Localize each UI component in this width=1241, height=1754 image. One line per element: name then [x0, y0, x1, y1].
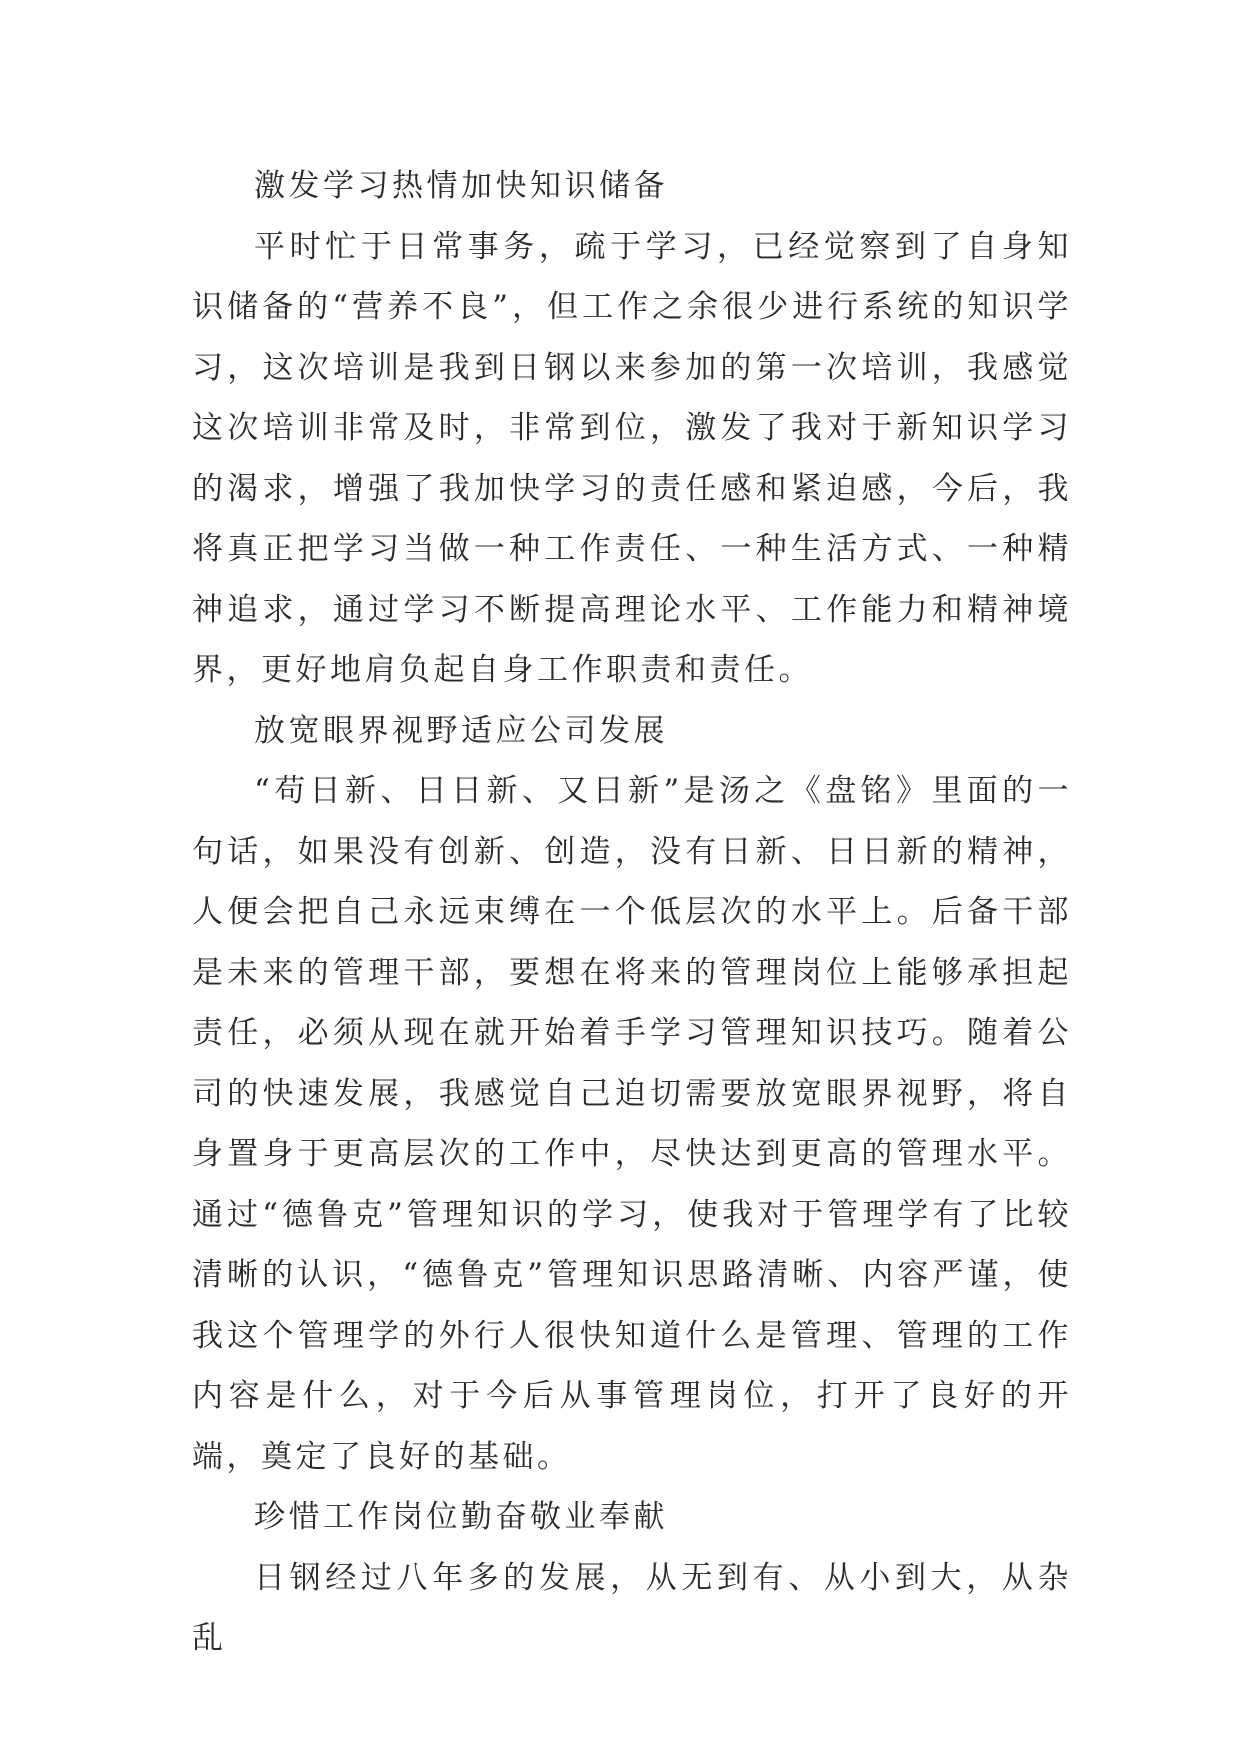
section-heading: 珍惜工作岗位勤奋敬业奉献 — [254, 1499, 668, 1535]
section-paragraph: 平时忙于日常事务，疏于学习，已经觉察到了自身知识储备的“营养不良”，但工作之余很少进行系统的知识学习，这次培训是我到日钢以来参加的第一次培训，我感觉这次培训非常及时，非常到位，激发了我对于新知识学习的渴求，增强了我加快学习的责任感和紧迫感，今后，我将真正把学习当做一种工作责任、一种生活方式、一种精神追求，通过学习不断提高理论水平、工作能力和精神境界，更好地肩负起自身工作职责和责任。 — [192, 228, 1072, 688]
section-paragraph: “苟日新、日日新、又日新”是汤之《盘铭》里面的一句话，如果没有创新、创造，没有日新、日日新的精神，人便会把自己永远束缚在一个低层次的水平上。后备干部是未来的管理干部，要想在将来的管理岗位上能够承担起责任，必须从现在就开始着手学习管理知识技巧。随着公司的快速发展，我感觉自己迫切需要放宽眼界视野，将自身置身于更高层次的工作中，尽快达到更高的管理水平。通过“德鲁克”管理知识的学习，使我对于管理学有了比较清晰的认识，“德鲁克”管理知识思路清晰、内容严谨，使我这个管理学的外行人很快知道什么是管理、管理的工作内容是什么，对于今后从事管理岗位，打开了良好的开端，奠定了良好的基础。 — [192, 773, 1072, 1475]
section-paragraph: 日钢经过八年多的发展，从无到有、从小到大，从杂乱 — [192, 1559, 1072, 1656]
section-heading: 放宽眼界视野适应公司发展 — [254, 712, 668, 749]
document-body — [192, 156, 1072, 1669]
section-heading: 激发学习热情加快知识储备 — [254, 168, 668, 204]
